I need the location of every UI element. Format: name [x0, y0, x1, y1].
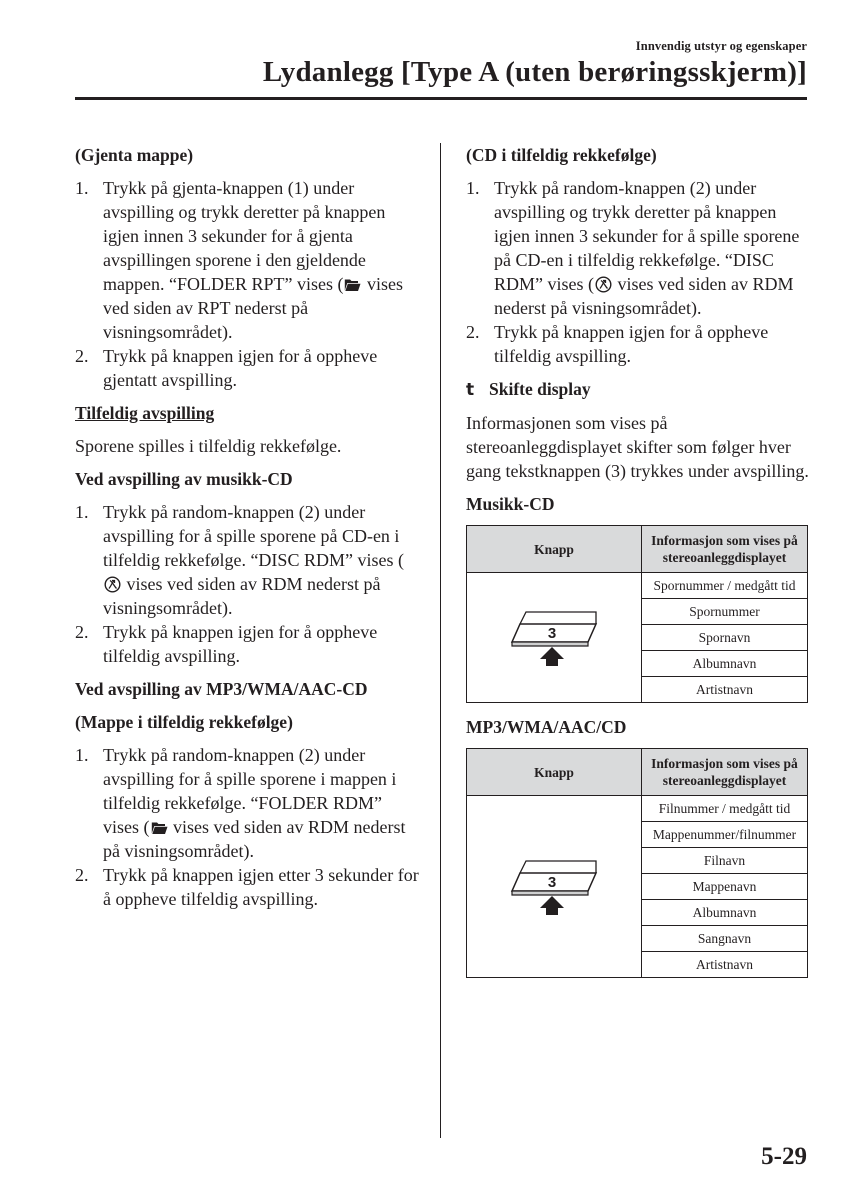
col-header-info: Informasjon som vises på stereoanleggdisplayet [642, 749, 808, 796]
button-cell [467, 796, 642, 978]
mp3-table-body [467, 796, 808, 978]
step-number: 1. [466, 178, 480, 198]
info-cell: Albumnavn [642, 651, 808, 677]
text-button-illustration [506, 606, 602, 670]
music-cd-table [466, 525, 808, 703]
button-label: 3 [547, 624, 557, 642]
page-number: 5-29 [761, 1143, 807, 1170]
disc-random-icon [595, 276, 612, 293]
mp3-subheading: (Mappe i tilfeldig rekkefølge) [75, 712, 293, 732]
info-cell: Mappenavn [642, 874, 808, 900]
step-text: Trykk på knappen igjen for å oppheve gjentatt avspilling. [103, 346, 378, 390]
repeat-folder-heading: (Gjenta mappe) [75, 145, 194, 165]
info-cell: Sangnavn [642, 926, 808, 952]
step-text: Trykk på knappen igjen etter 3 sekunder for å oppheve tilfeldig avspilling. [103, 865, 419, 909]
info-cell: Filnummer / medgått tid [642, 796, 808, 822]
right-column [466, 143, 811, 990]
left-column [75, 143, 420, 920]
button-label: 3 [547, 873, 557, 891]
music-cd-table-title: Musikk-CD [466, 494, 555, 514]
info-cell: Artistnavn [642, 952, 808, 978]
folder-icon [151, 821, 168, 835]
cd-random-steps [466, 176, 811, 368]
mp3-table-title: MP3/WMA/AAC/CD [466, 717, 627, 737]
info-cell: Spornummer [642, 599, 808, 625]
mp3-table [466, 748, 808, 978]
step-text-cont: vises ved siden av RDM nederst på visningsområdet). [494, 274, 794, 318]
table-header-row [467, 749, 808, 796]
step-number: 1. [75, 178, 89, 198]
list-item [75, 500, 420, 620]
random-playback-heading: Tilfeldig avspilling [75, 403, 215, 423]
step-text-cont: vises ved siden av RDM nederst på visningsområdet). [103, 574, 381, 618]
mp3-heading: Ved avspilling av MP3/WMA/AAC-CD [75, 679, 368, 699]
disc-random-icon [104, 576, 121, 593]
switch-display-intro: Informasjonen som vises på stereoanleggdisplayet skifter som følger hver gang tekstknappen (3) trykkes under avspilling. [466, 413, 809, 481]
info-cell: Filnavn [642, 848, 808, 874]
switch-display-heading [466, 377, 811, 402]
step-text: Trykk på knappen igjen for å oppheve tilfeldig avspilling. [103, 622, 378, 666]
music-cd-steps [75, 500, 420, 668]
cd-random-heading: (CD i tilfeldig rekkefølge) [466, 145, 657, 165]
list-item [75, 863, 420, 911]
info-cell: Mappenummer/filnummer [642, 822, 808, 848]
table-row [467, 796, 808, 822]
step-number: 1. [75, 502, 89, 522]
col-header-info: Informasjon som vises på stereoanleggdisplayet [642, 526, 808, 573]
random-playback-intro: Sporene spilles i tilfeldig rekkefølge. [75, 436, 342, 456]
section-marker: t [466, 380, 475, 400]
info-cell: Spornavn [642, 625, 808, 651]
col-header-button: Knapp [467, 749, 642, 796]
list-item [75, 743, 420, 863]
page-title: Lydanlegg [Type A (uten berøringsskjerm)] [262, 56, 807, 88]
list-item [466, 320, 811, 368]
step-text-cont: vises ved siden av RDM nederst på visningsområdet). [103, 817, 406, 861]
info-cell: Albumnavn [642, 900, 808, 926]
folder-icon [344, 278, 361, 292]
step-number: 1. [75, 745, 89, 765]
step-text: Trykk på random-knappen (2) under avspilling for å spille sporene på CD-en i tilfeldig rekkefølge. “DISC RDM” vises ( [103, 502, 404, 570]
step-text: Trykk på random-knappen (2) under avspilling for å spille sporene i mappen i tilfeldig rekkefølge. “FOLDER RDM” vises ( [103, 745, 397, 837]
text-button-illustration [506, 855, 602, 919]
repeat-folder-steps [75, 176, 420, 392]
mp3-steps [75, 743, 420, 911]
column-divider [440, 143, 441, 1138]
music-cd-table-body [467, 573, 808, 703]
step-text-cont: vises ved siden av RPT nederst på visningsområdet). [103, 274, 403, 342]
step-number: 2. [75, 346, 89, 366]
header-rule [75, 97, 807, 100]
step-number: 2. [75, 622, 89, 642]
list-item [75, 620, 420, 668]
header-section-label: Innvendig utstyr og egenskaper [635, 39, 807, 53]
step-text: Trykk på gjenta-knappen (1) under avspilling og trykk deretter på knappen igjen innen 3 sekunder for å gjenta avspillingen sporene i den gjeldende mappen. “FOLDER RPT” vises ( [103, 178, 386, 294]
switch-display-title: Skifte display [489, 379, 591, 399]
list-item [75, 176, 420, 344]
list-item [75, 344, 420, 392]
info-cell: Spornummer / medgått tid [642, 573, 808, 599]
step-text: Trykk på random-knappen (2) under avspilling og trykk deretter på knappen igjen innen 3 sekunder for å spille sporene på CD-en i tilfeldig rekkefølge. “DISC RDM” vises ( [494, 178, 800, 294]
button-cell [467, 573, 642, 703]
info-cell: Artistnavn [642, 677, 808, 703]
step-text: Trykk på knappen igjen for å oppheve tilfeldig avspilling. [494, 322, 769, 366]
music-cd-heading: Ved avspilling av musikk-CD [75, 469, 293, 489]
step-number: 2. [75, 865, 89, 885]
col-header-button: Knapp [467, 526, 642, 573]
step-number: 2. [466, 322, 480, 342]
table-row [467, 573, 808, 599]
table-header-row [467, 526, 808, 573]
list-item [466, 176, 811, 320]
